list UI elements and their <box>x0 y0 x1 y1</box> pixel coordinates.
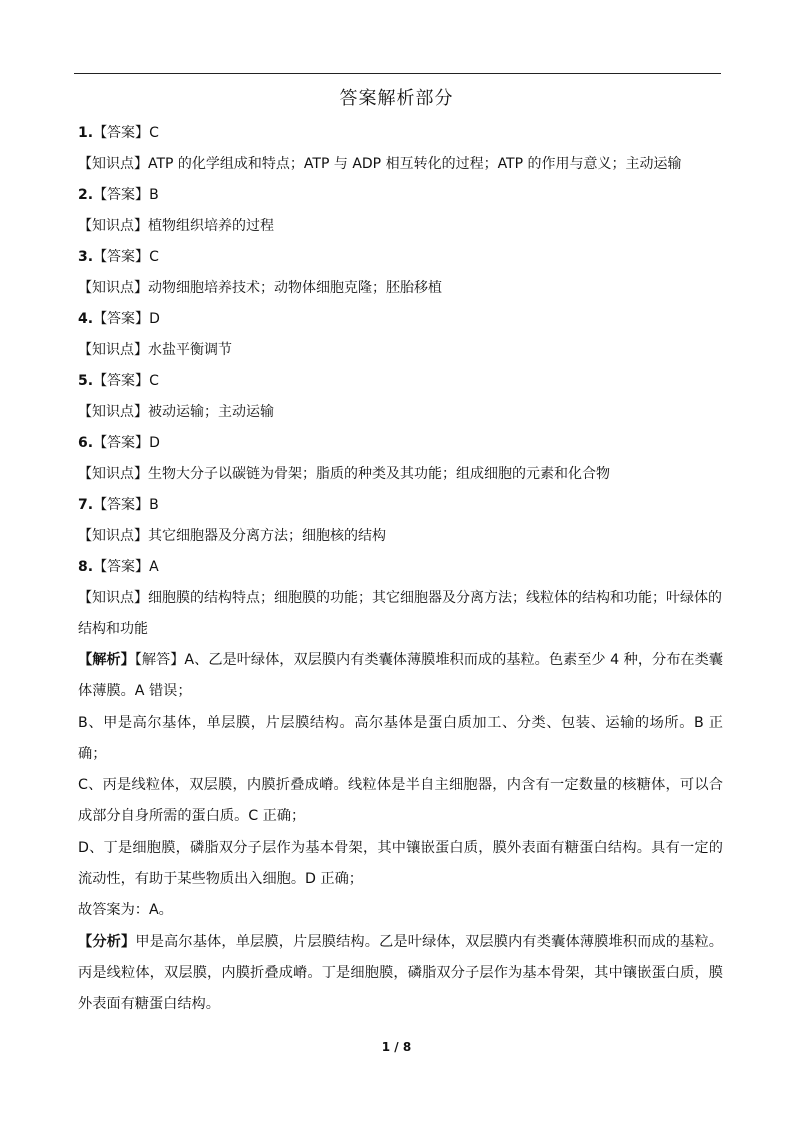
fenxi-text: 甲是高尔基体，单层膜，片层膜结构。乙是叶绿体，双层膜内有类囊体薄膜堆积而成的基粒。丙是线粒体，双层膜，内膜折叠成嵴。丁是细胞膜，磷脂双分子层作为基本骨架，其中镶嵌蛋白质，膜外表面有糖蛋白结构。 <box>78 933 723 1013</box>
knowledge-tag: 【知识点】 <box>78 280 148 296</box>
item-number: 7. <box>78 497 94 513</box>
answer-tag: 【答案】 <box>93 373 150 389</box>
knowledge-point-line <box>78 583 723 645</box>
knowledge-point-line <box>78 215 723 246</box>
header-rule <box>74 73 721 74</box>
answer-value: D <box>149 311 160 327</box>
solution-tag: 【解答】 <box>134 652 185 668</box>
answer-line <box>78 246 723 277</box>
item-number: 3. <box>78 249 94 265</box>
knowledge-points: ATP 的化学组成和特点；ATP 与 ADP 相互转化的过程；ATP 的作用与意义；主动运输 <box>148 156 682 172</box>
knowledge-tag: 【知识点】 <box>78 342 148 358</box>
knowledge-point-line <box>78 525 723 556</box>
knowledge-points: 水盐平衡调节 <box>148 342 232 358</box>
answer-value: A <box>149 559 159 575</box>
item-number: 5. <box>78 373 94 389</box>
answer-tag: 【答案】 <box>93 559 150 575</box>
answer-value: C <box>149 373 159 389</box>
fenxi-paragraph <box>78 927 723 1021</box>
answer-tag: 【答案】 <box>93 311 150 327</box>
answer-list <box>78 122 723 1021</box>
item-number: 4. <box>78 311 94 327</box>
knowledge-tag: 【知识点】 <box>78 404 148 420</box>
knowledge-point-line <box>78 339 723 370</box>
analysis-line-d: D、丁是细胞膜，磷脂双分子层作为基本骨架，其中镶嵌蛋白质，膜外表面有糖蛋白结构。具有一定的流动性，有助于某些物质出入细胞。D 正确； <box>78 839 723 888</box>
answer-tag: 【答案】 <box>93 187 150 203</box>
item-number: 2. <box>78 187 94 203</box>
answer-tag: 【答案】 <box>93 497 150 513</box>
answer-line <box>78 494 723 525</box>
analysis-line-b: B、甲是高尔基体，单层膜，片层膜结构。高尔基体是蛋白质加工、分类、包装、运输的场所。B 正确； <box>78 714 723 762</box>
item-number: 6. <box>78 435 94 451</box>
analysis-line-a <box>78 645 723 708</box>
item-number: 8. <box>78 559 94 575</box>
knowledge-tag: 【知识点】 <box>78 590 148 606</box>
knowledge-points: 其它细胞器及分离方法；细胞核的结构 <box>148 528 386 544</box>
answer-line <box>78 122 723 153</box>
knowledge-points: 植物组织培养的过程 <box>148 218 274 234</box>
knowledge-point-line <box>78 401 723 432</box>
answer-line <box>78 432 723 463</box>
answer-tag: 【答案】 <box>93 435 150 451</box>
knowledge-point-line <box>78 463 723 494</box>
answer-value: B <box>149 187 159 203</box>
answer-value: B <box>149 497 159 513</box>
analysis-conclusion: 故答案为：A。 <box>78 902 173 919</box>
analysis-line-c: C、丙是线粒体，双层膜，内膜折叠成嵴。线粒体是半自主细胞器，内含有一定数量的核糖体，可以合成部分自身所需的蛋白质。C 正确； <box>78 777 723 825</box>
knowledge-points: 动物细胞培养技术；动物体细胞克隆；胚胎移植 <box>148 280 442 296</box>
knowledge-point-line <box>78 277 723 308</box>
answer-line <box>78 184 723 215</box>
knowledge-point-line <box>78 153 723 184</box>
answer-value: C <box>149 249 159 265</box>
answer-line <box>78 308 723 339</box>
knowledge-points: 生物大分子以碳链为骨架；脂质的种类及其功能；组成细胞的元素和化合物 <box>148 466 610 482</box>
answer-value: C <box>149 125 159 141</box>
analysis-tag: 【解析】 <box>78 652 135 668</box>
answer-tag: 【答案】 <box>93 249 150 265</box>
knowledge-points: 细胞膜的结构特点；细胞膜的功能；其它细胞器及分离方法；线粒体的结构和功能；叶绿体的结构和功能 <box>78 590 722 637</box>
page-title: 答案解析部分 <box>339 88 454 109</box>
analysis-text-a: A、乙是叶绿体，双层膜内有类囊体薄膜堆积而成的基粒。色素至少 4 种，分布在类囊体薄膜。A 错误； <box>78 652 723 700</box>
page-number: 1 / 8 <box>381 1040 412 1054</box>
answer-value: D <box>149 435 160 451</box>
answer-tag: 【答案】 <box>93 125 150 141</box>
knowledge-tag: 【知识点】 <box>78 528 148 544</box>
knowledge-points: 被动运输；主动运输 <box>148 404 274 420</box>
knowledge-tag: 【知识点】 <box>78 218 148 234</box>
item-number: 1. <box>78 125 94 141</box>
fenxi-tag: 【分析】 <box>78 933 136 950</box>
knowledge-tag: 【知识点】 <box>78 156 148 172</box>
answer-line <box>78 370 723 401</box>
knowledge-tag: 【知识点】 <box>78 466 148 482</box>
analysis-section <box>78 645 723 1021</box>
